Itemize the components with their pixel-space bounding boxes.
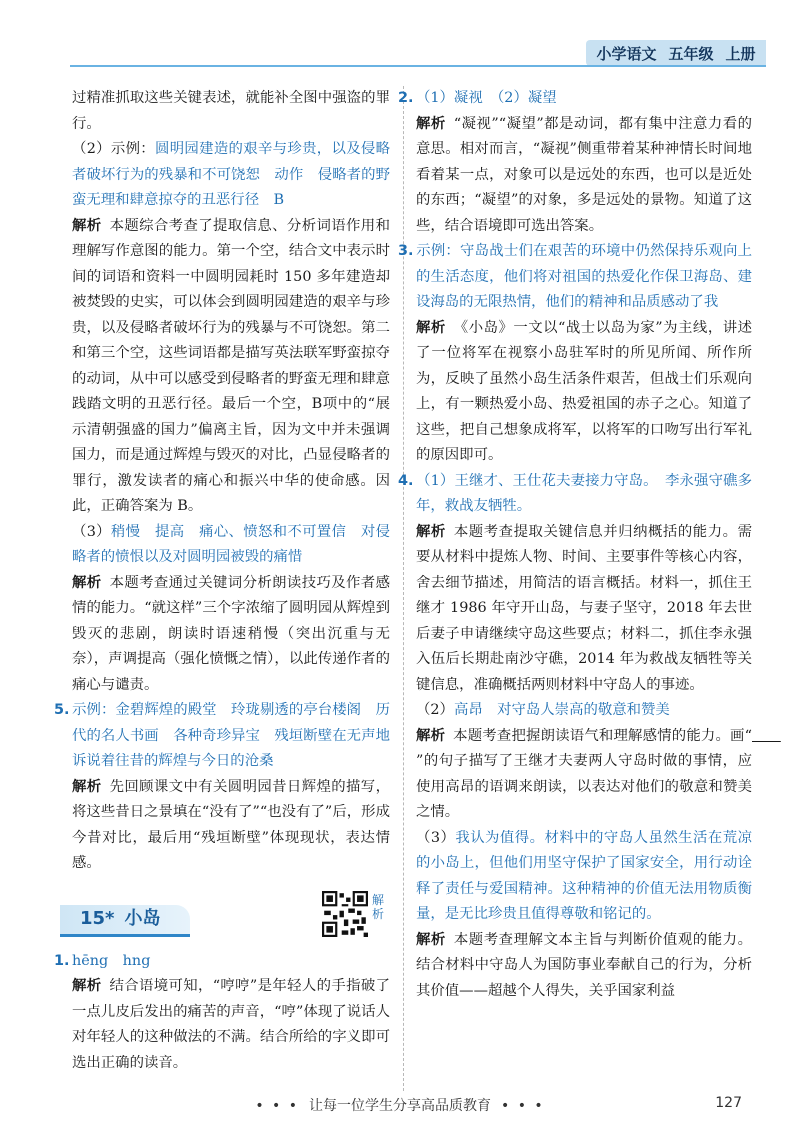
r-q4c-answer (416, 826, 752, 928)
q3-analysis (72, 571, 390, 699)
analysis-label: 解析 (72, 778, 102, 795)
r-q4c-analysis-text: 本题考查理解文本主旨与判断价值观的能力。结合材料中守岛人为国防事业奉献自己的行为，分析其价值——超越个人得失，关乎国家利益 (416, 931, 752, 999)
q2-analysis (72, 214, 390, 520)
q3-analysis-text: 本题考查通过关键词分析朗读技巧及作者感情的能力。“就这样”三个字浓缩了圆明园从辉煌到毁灭的悲剧，朗读时语速稍慢（突出沉重与无奈），声调提高（强化愤慨之情），以此传递作者的痛心与谴责。 (72, 574, 390, 693)
r-q4-analysis-text: 本题考查提取关键信息并归纳概括的能力。需要从材料中提炼人物、时间、主要事件等核心内容，舍去细节描述，用简洁的语言概括。材料一，抓住王继才 1986 年守开山岛，与妻子坚守，2018 年去世后妻子申请继续守岛这些要点；材料二，抓住李永强入伍后长期赴南沙守礁，2014 年为救战友牺牲等关键信息，准确概括两则材料中守岛人的事迹。 (416, 523, 752, 693)
q5-answer (54, 698, 390, 775)
q5-analysis (72, 775, 390, 877)
footer-dots-left: • • • (255, 1098, 299, 1114)
r-q4-answer-text: （1）王继才、王仕花夫妻接力守岛。 李永强守礁多年，救战友牺牲。 (416, 472, 752, 514)
analysis-label: 解析 (72, 978, 102, 994)
footer-slogan: 让每一位学生分享高品质教育 (309, 1098, 491, 1114)
lesson-header (60, 891, 390, 943)
q2-answer-text: 圆明园建造的艰辛与珍贵，以及侵略者破坏行为的残暴和不可饶恕 动作 侵略者的野蛮无理和肆意掠夺的丑恶行径 B (72, 141, 390, 208)
right-column (398, 86, 752, 1004)
subject: 小学语文 (596, 44, 657, 63)
q2-answer (72, 137, 390, 214)
r-q3-answer-text: 示例：守岛战士们在艰苦的环境中仍然保持乐观向上的生活态度，他们将对祖国的热爱化作保卫海岛、建设海岛的无限热情，他们的精神和品质感动了我 (416, 243, 752, 310)
r-q4b-answer-text: 高昂 对守岛人崇高的敬意和赞美 (453, 702, 670, 718)
r-q4-answer (398, 469, 752, 520)
q3-answer (72, 520, 390, 571)
q3-label: （3） (72, 523, 111, 540)
r-q4b-analysis-a: 本题考查把握朗读语气和理解感情的能力。画“ (453, 727, 752, 744)
page-number: 127 (715, 1095, 742, 1111)
r-q2-analysis (416, 112, 752, 240)
r-q2-number: 2. (398, 90, 414, 106)
q5-analysis-text: 先回顾课文中有关圆明园昔日辉煌的描写，将这些昔日之景填在“没有了”“也没有了”后，形成今昔对比，最后用“残垣断壁”体现现状，表达情感。 (72, 778, 390, 871)
r-q3-answer (398, 239, 752, 316)
r-q4b-answer (416, 698, 752, 724)
analysis-label: 解析 (72, 217, 102, 234)
lesson-name: 小岛 (124, 908, 161, 930)
r-q4c-answer-text: 我认为值得。材料中的守岛人虽然生活在荒凉的小岛上，但他们用坚守保护了国家安全，用行动诠释了责任与爱国精神。这种精神的价值无法用物质衡量，是无比珍贵且值得尊敬和铭记的。 (416, 829, 752, 922)
q2-analysis-text: 本题综合考查了提取信息、分析词语作用和理解写作意图的能力。第一个空，结合文中表示时间的词语和资料一中圆明园耗时 150 多年建造却被焚毁的史实，可以体会到圆明园建造的艰辛与珍贵，以及侵略者破坏行为的残暴与不可饶恕。第二和第三个空，这些词语都是描写英法联军野蛮掠夺的动词，从中可以感受到侵略者的野蛮无理和肆意践踏文明的丑恶行径。最后一个空，B项中的“展示清朝强盛的国力”偏离主旨，因为文中并未强调国力，而是通过辉煌与毁灭的对比，凸显侵略者的罪行，激发读者的痛心和振兴中华的使命感。因此，正确答案为 B。 (72, 217, 390, 514)
analysis-label: 解析 (72, 574, 102, 591)
analysis-label: 解析 (416, 931, 446, 948)
q5-number: 5. (54, 702, 70, 718)
q5-answer-text: 示例：金碧辉煌的殿堂 玲珑剔透的亭台楼阁 历代的名人书画 各种奇珍异宝 残垣断壁在无声地诉说着往昔的辉煌与今日的沧桑 (72, 702, 390, 769)
r-q3-analysis (416, 316, 752, 469)
analysis-label: 解析 (416, 319, 446, 336)
q1-number: 1. (54, 952, 70, 969)
r-q3-analysis-text: 《小岛》一文以“战士以岛为家”为主线，讲述了一位将军在视察小岛驻军时的所见所闻、所作所为，反映了虽然小岛生活条件艰苦，但战士们乐观向上，有一颗热爱小岛、热爱祖国的赤子之心。知道了这些，把自己想象成将军，以将军的口吻写出行军礼的原因即可。 (416, 319, 752, 463)
r-q4b-label: （2） (416, 702, 454, 718)
header-tab (586, 40, 766, 66)
q2-label: （2）示例： (72, 141, 156, 157)
q1-analysis-text: 结合语境可知，“哼哼”是年轻人的手指破了一点儿皮后发出的痛苦的声音，“哼”体现了说话人对年轻人的这种做法的不满。结合所给的字义即可选出正确的读音。 (72, 978, 390, 1071)
lesson-title (60, 905, 190, 937)
r-q4c-label: （3） (416, 829, 456, 846)
lesson-q1-answer (54, 949, 390, 975)
qr-label: 解析 (372, 892, 385, 921)
r-q4b-analysis (416, 724, 752, 826)
left-paragraph-1: 过精准抓取这些关键表述，就能补全图中强盗的罪行。 (72, 90, 390, 132)
column-divider (403, 86, 404, 1091)
lesson-number: 15* (80, 908, 115, 930)
analysis-label: 解析 (416, 727, 446, 744)
r-q2-answer-text: （1）凝视 （2）凝望 (416, 90, 557, 106)
q3-answer-text: 稍慢 提高 痛心、愤怒和不可置信 对侵略者的愤恨以及对圆明园被毁的痛惜 (72, 523, 390, 565)
volume: 上册 (725, 44, 756, 63)
header-rule (70, 65, 766, 67)
left-column (54, 86, 390, 1076)
underline-blank (752, 728, 781, 744)
grade: 五年级 (668, 44, 714, 63)
r-q2-answer (398, 86, 752, 112)
q1-answer-text: hēng hng (72, 952, 151, 969)
r-q4c-analysis (416, 928, 752, 1005)
lesson-q1-analysis (72, 974, 390, 1076)
r-q4b-analysis-b: ”的句子描写了王继才夫妻两人守岛时做的事情，应使用高昂的语调来朗读，以表达对他们的敬意和赞美之情。 (416, 753, 752, 820)
qr-code-icon[interactable] (322, 891, 368, 937)
r-q4-analysis (416, 520, 752, 699)
analysis-label: 解析 (416, 523, 446, 540)
r-q2-analysis-text: “凝视”“凝望”都是动词，都有集中注意力看的意思。相对而言，“凝视”侧重带着某种神情长时间地看着某一点，对象可以是远处的东西，也可以是近处的东西；“凝望”的对象，多是远处的景物。知道了这些，结合语境即可选出答案。 (416, 115, 752, 234)
footer (0, 1095, 800, 1115)
analysis-label: 解析 (416, 115, 446, 132)
footer-dots-right: • • • (501, 1098, 545, 1114)
r-q3-number: 3. (398, 243, 414, 259)
r-q4-number: 4. (398, 472, 414, 489)
